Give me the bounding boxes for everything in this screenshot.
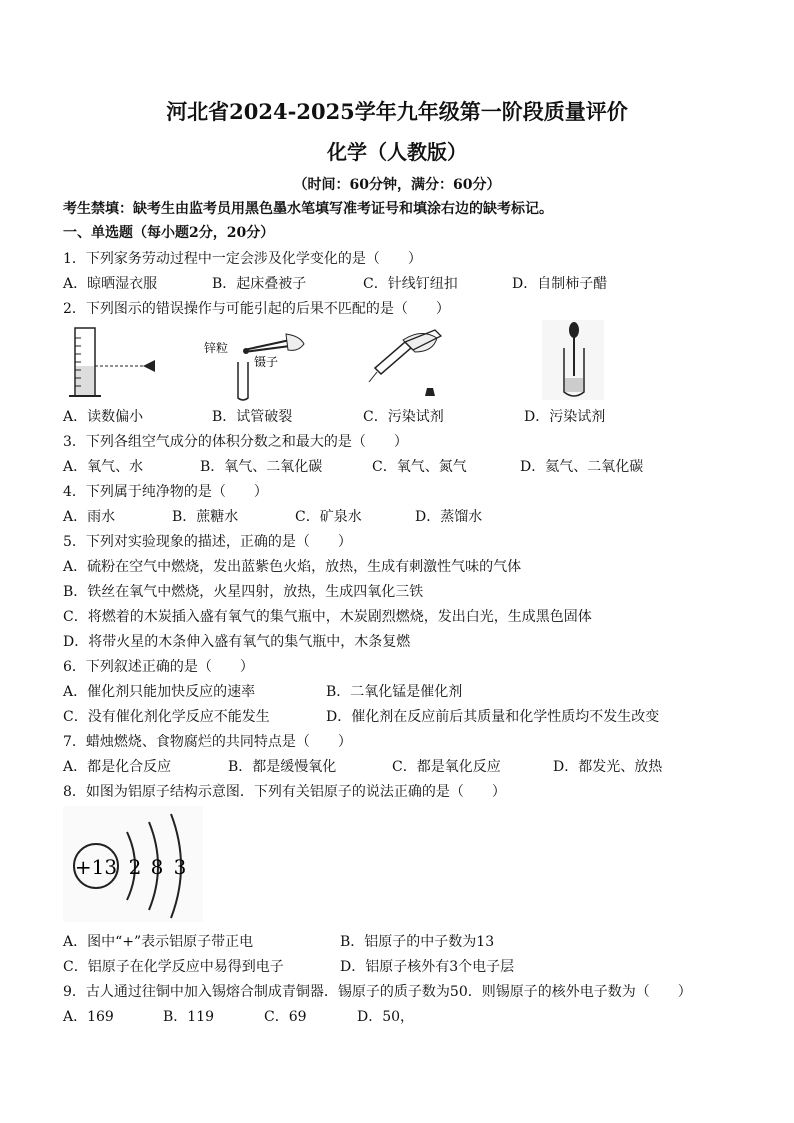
question-7-option-c[interactable]: C．都是氧化反应: [392, 759, 501, 775]
question-9-stem: 9．古人通过往铜中加入锡熔合制成青铜器．锡原子的质子数为50．则锡原子的核外电子数为（ ）: [63, 984, 692, 1000]
shell-2-electrons: 8: [150, 855, 164, 879]
exam-subject: 化学（人教版）: [327, 140, 467, 164]
question-6-stem: 6．下列叙述正确的是（ ）: [63, 659, 254, 675]
question-9-option-b[interactable]: B．119: [163, 1009, 215, 1025]
question-8-option-a[interactable]: A．图中“+”表示铝原子带正电: [63, 934, 254, 950]
nucleus-label: +13: [74, 855, 118, 879]
question-4-option-a[interactable]: A．雨水: [63, 509, 116, 525]
question-2-option-c[interactable]: C．污染试剂: [363, 409, 444, 425]
question-5-stem: 5．下列对实验现象的描述，正确的是（ ）: [63, 534, 352, 550]
question-4-option-d[interactable]: D．蒸馏水: [415, 509, 483, 525]
question-8-stem: 8．如图为铝原子结构示意图．下列有关铝原子的说法正确的是（ ）: [63, 784, 506, 800]
question-6-option-d[interactable]: D．催化剂在反应前后其质量和化学性质均不发生改变: [326, 709, 660, 725]
question-9-option-c[interactable]: C．69: [264, 1009, 307, 1025]
question-7-option-d[interactable]: D．都发光、放热: [553, 759, 663, 775]
question-4-option-b[interactable]: B．蔗糖水: [172, 509, 239, 525]
shell-3-electrons: 3: [173, 855, 187, 879]
question-8-option-c[interactable]: C．铝原子在化学反应中易得到电子: [63, 959, 284, 975]
question-2-option-b[interactable]: B．试管破裂: [212, 409, 293, 425]
question-3-stem: 3．下列各组空气成分的体积分数之和最大的是（ ）: [63, 434, 408, 450]
question-2-stem: 2．下列图示的错误操作与可能引起的后果不匹配的是（ ）: [63, 301, 450, 317]
question-2-option-a[interactable]: A．读数偏小: [63, 409, 144, 425]
question-1-option-a[interactable]: A．晾晒湿衣服: [63, 276, 158, 292]
question-3-option-a[interactable]: A．氧气、水: [63, 459, 144, 475]
question-6-option-b[interactable]: B．二氧化锰是催化剂: [326, 684, 463, 700]
question-7-option-b[interactable]: B．都是缓慢氧化: [228, 759, 337, 775]
question-1-option-d[interactable]: D．自制柿子醋: [512, 276, 608, 292]
question-5-option-d[interactable]: D．将带火星的木条伸入盛有氧气的集气瓶中，木条复燃: [63, 634, 411, 650]
figure-tube-zinc: [200, 322, 310, 402]
exam-notice: 考生禁填：缺考生由监考员用黑色墨水笔填写准考证号和填涂右边的缺考标记。: [63, 201, 553, 217]
question-5-option-c[interactable]: C．将燃着的木炭插入盛有氧气的集气瓶中，木炭剧烈燃烧，发出白光，生成黑色固体: [63, 609, 592, 625]
question-4-stem: 4．下列属于纯净物的是（ ）: [63, 484, 268, 500]
tweezers-label: 镊子: [254, 355, 279, 369]
question-2-option-d[interactable]: D．污染试剂: [524, 409, 606, 425]
figure-cylinder-reading: [63, 322, 183, 402]
figure-pouring-reagent: [355, 322, 455, 402]
question-1-option-c[interactable]: C．针线钉纽扣: [363, 276, 458, 292]
question-3-option-c[interactable]: C．氧气、氮气: [372, 459, 467, 475]
figure-aluminum-atom: [63, 806, 203, 922]
question-9-option-d[interactable]: D．50，: [357, 1009, 415, 1025]
question-5-option-b[interactable]: B．铁丝在氧气中燃烧，火星四射，放热，生成四氧化三铁: [63, 584, 424, 600]
question-6-option-c[interactable]: C．没有催化剂化学反应不能发生: [63, 709, 270, 725]
question-8-option-b[interactable]: B．铝原子的中子数为13: [340, 934, 495, 950]
exam-title: 河北省2024-2025学年九年级第一阶段质量评价: [166, 99, 628, 124]
question-1-option-b[interactable]: B．起床叠被子: [212, 276, 307, 292]
question-7-option-a[interactable]: A．都是化合反应: [63, 759, 172, 775]
figure-dropper-tube: [540, 318, 610, 402]
exam-time-info: （时间：60分钟，满分：60分）: [293, 177, 501, 193]
question-6-option-a[interactable]: A．催化剂只能加快反应的速率: [63, 684, 256, 700]
question-4-option-c[interactable]: C．矿泉水: [295, 509, 362, 525]
question-1-stem: 1．下列家务劳动过程中一定会涉及化学变化的是（ ）: [63, 251, 422, 267]
question-7-stem: 7．蜡烛燃烧、食物腐烂的共同特点是（ ）: [63, 734, 352, 750]
question-9-option-a[interactable]: A．169: [63, 1009, 114, 1025]
question-3-option-b[interactable]: B．氧气、二氧化碳: [200, 459, 323, 475]
shell-1-electrons: 2: [128, 855, 142, 879]
question-8-option-d[interactable]: D．铝原子核外有3个电子层: [340, 959, 515, 975]
zinc-label: 锌粒: [204, 341, 229, 355]
question-5-option-a[interactable]: A．硫粉在空气中燃烧，发出蓝紫色火焰，放热，生成有刺激性气味的气体: [63, 559, 522, 575]
section-heading: 一、单选题（每小题2分，20分）: [63, 225, 275, 241]
question-3-option-d[interactable]: D．氦气、二氧化碳: [520, 459, 644, 475]
